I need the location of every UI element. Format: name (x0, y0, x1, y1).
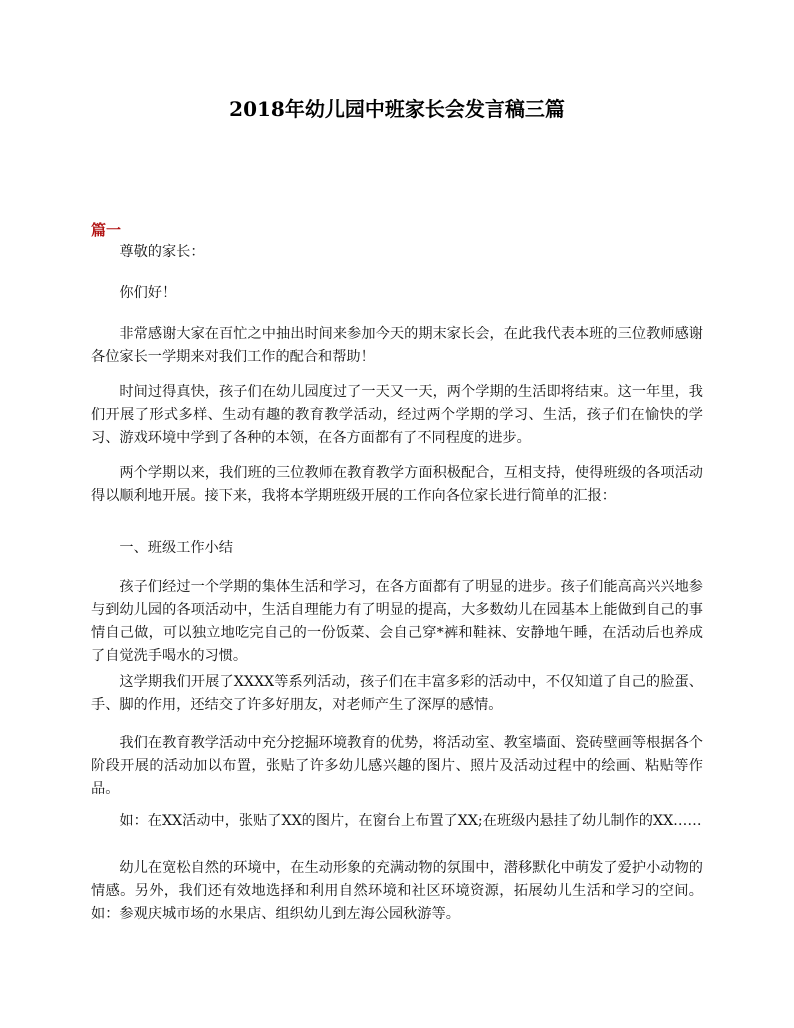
paragraph-nature: 幼儿在宽松自然的环境中，在生动形象的充满动物的氛围中，潜移默化中萌发了爱护小动物的情感。另外，我们还有效地选择和利用自然环境和社区环境资源，拓展幼儿生活和学习的空间。如：参观庆城市场的水果店、组织幼儿到左海公园秋游等。 (91, 860, 703, 922)
paragraph-example: 如：在XX活动中，张贴了XX的图片，在窗台上布置了XX;在班级内悬挂了幼儿制作的XX…… (119, 813, 702, 829)
subsection-heading: 一、班级工作小结 (119, 540, 233, 556)
document-title: 2018年幼儿园中班家长会发言稿三篇 (229, 97, 565, 121)
paragraph-teacher-cooperation: 两个学期以来，我们班的三位教师在教育教学方面积极配合，互相支持，使得班级的各项活动得以顺利地开展。接下来，我将本学期班级开展的工作向各位家长进行简单的汇报： (91, 465, 703, 504)
section-heading: 篇一 (91, 221, 122, 239)
paragraph-environment: 我们在教育教学活动中充分挖掘环境教育的优势，将活动室、教室墙面、瓷砖壁画等根据各个阶段开展的活动加以布置，张贴了许多幼儿感兴趣的图片、照片及活动过程中的绘画、粘贴等作品。 (91, 735, 703, 797)
paragraph-greeting: 你们好！ (119, 285, 177, 301)
paragraph-salutation: 尊敬的家长： (119, 244, 205, 260)
paragraph-progress: 孩子们经过一个学期的集体生活和学习，在各方面都有了明显的进步。孩子们能高高兴兴地参与到幼儿园的各项活动中，生活自理能力有了明显的提高，大多数幼儿在园基本上能做到自己的事情自己做，可以独立地吃完自己的一份饭菜、会自己穿*裤和鞋袜、安静地午睡，在活动后也养成了自觉洗手喝水的习惯。 (91, 579, 703, 664)
paragraph-activities: 这学期我们开展了XXXX等系列活动，孩子们在丰富多彩的活动中，不仅知道了自己的脸蛋、手、脚的作用，还结交了许多好朋友，对老师产生了深厚的感情。 (91, 674, 703, 713)
paragraph-thanks: 非常感谢大家在百忙之中抽出时间来参加今天的期末家长会，在此我代表本班的三位教师感谢各位家长一学期来对我们工作的配合和帮助！ (91, 326, 703, 365)
paragraph-time-review: 时间过得真快，孩子们在幼儿园度过了一天又一天，两个学期的生活即将结束。这一年里，我们开展了形式多样、生动有趣的教育教学活动，经过两个学期的学习、生活，孩子们在愉快的学习、游戏环境中学到了各种的本领，在各方面都有了不同程度的进步。 (91, 384, 703, 446)
